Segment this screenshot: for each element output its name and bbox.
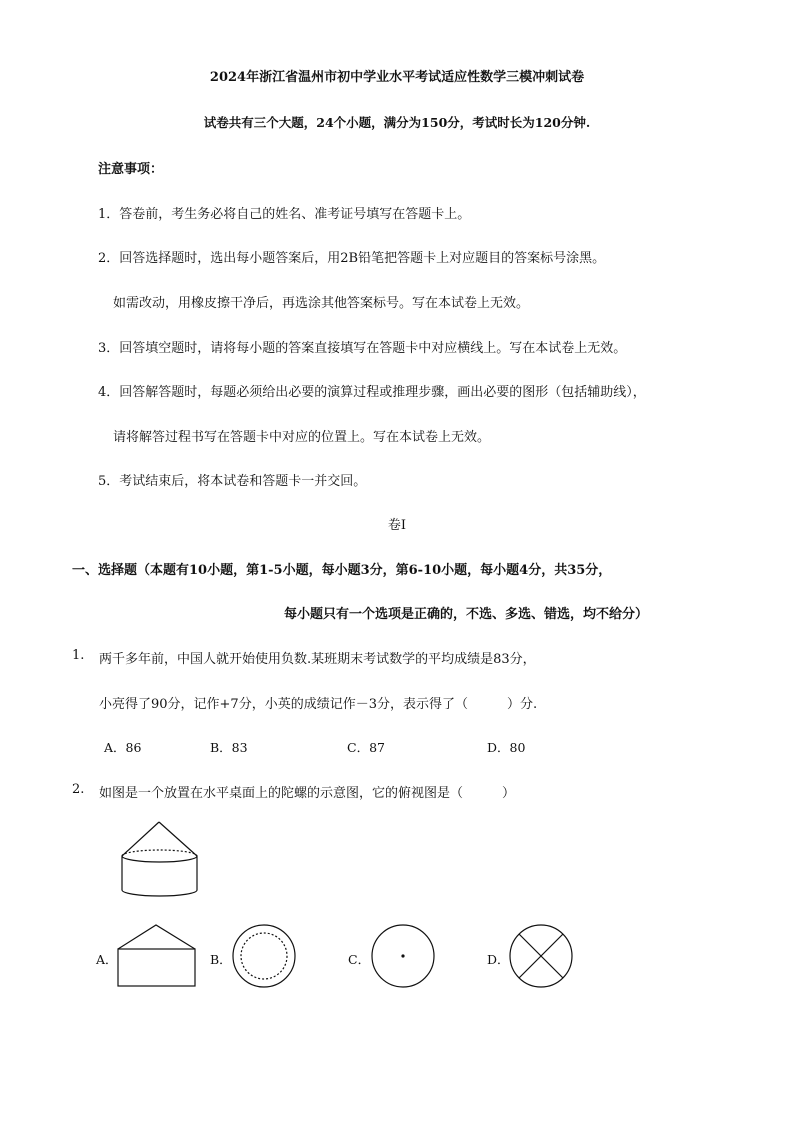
option-b: B．83 [210, 740, 248, 755]
option-b-figure [230, 923, 298, 989]
option-c: C． [348, 952, 371, 967]
volume-label: 卷I [387, 518, 407, 533]
note-item: 如需改动，用橡皮擦干净后，再选涂其他答案标号。写在本试卷上无效。 [113, 296, 530, 311]
option-d-figure [507, 923, 575, 989]
note-item: 5．考试结束后，将本试卷和答题卡一并交回。 [98, 474, 367, 489]
note-item: 4．回答解答题时，每题必须给出必要的演算过程或推理步骤，画出必要的图形（包括辅助线）， [98, 385, 646, 400]
section-subtitle: 每小题只有一个选项是正确的，不选、多选、错选，均不给分） [284, 607, 649, 622]
note-item: 3．回答填空题时，请将每小题的答案直接填写在答题卡中对应横线上。写在本试卷上无效。 [98, 341, 627, 356]
option-a-figure [117, 922, 197, 988]
question-text: 两千多年前，中国人就开始使用负数.某班期末考试数学的平均成绩是83分， [99, 652, 536, 667]
option-c: C．87 [347, 740, 385, 755]
option-b: B． [210, 952, 232, 967]
option-c-figure [369, 923, 437, 989]
note-item: 2．回答选择题时，选出每小题答案后，用2B铅笔把答题卡上对应题目的答案标号涂黑。 [98, 251, 606, 266]
spinning-top-figure [112, 818, 212, 902]
option-d: D． [487, 952, 510, 967]
question-text: 小亮得了90分，记作+7分，小英的成绩记作－3分，表示得了（ ）分. [99, 697, 538, 712]
question-text: 如图是一个放置在水平桌面上的陀螺的示意图，它的俯视图是（ ） [99, 786, 516, 801]
notes-heading: 注意事项： [98, 162, 164, 177]
note-item: 请将解答过程书写在答题卡中对应的位置上。写在本试卷上无效。 [113, 430, 491, 445]
note-item: 1．答卷前，考生务必将自己的姓名、准考证号填写在答题卡上。 [98, 207, 471, 222]
exam-info: 试卷共有三个大题，24个小题，满分为150分，考试时长为120分钟. [203, 115, 591, 130]
question-number: 1. [72, 648, 85, 663]
page-title: 2024年浙江省温州市初中学业水平考试适应性数学三模冲刺试卷 [209, 70, 585, 85]
option-a: A．86 [104, 740, 142, 755]
section-title: 一、选择题（本题有10小题，第1-5小题，每小题3分，第6-10小题，每小题4分，共35分， [72, 563, 612, 578]
question-number: 2. [72, 782, 85, 797]
option-a: A． [96, 952, 118, 967]
option-d: D．80 [487, 740, 526, 755]
